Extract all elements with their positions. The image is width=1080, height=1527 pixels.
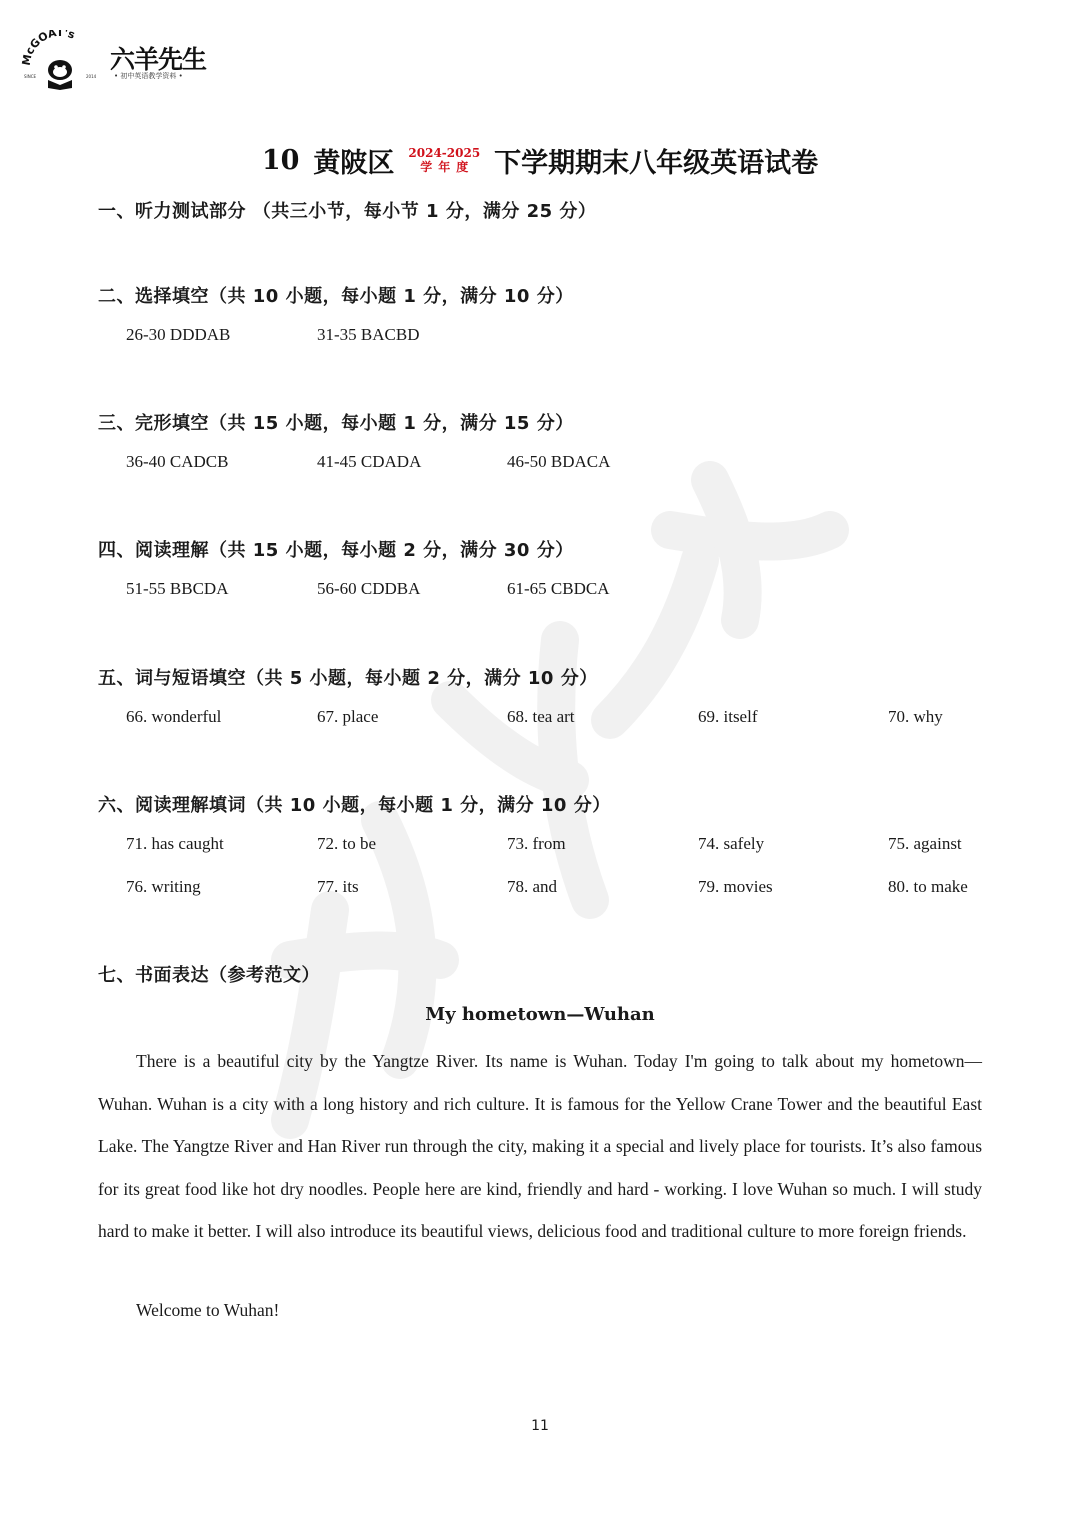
logo-year: 2014 <box>86 74 97 79</box>
title-district: 黄陂区 <box>313 147 395 179</box>
section-heading-word-fill: 五、词与短语填空（共 5 小题，每小题 2 分，满分 10 分） <box>98 668 598 689</box>
essay-paragraph: There is a beautiful city by the Yangtze River. Its name is Wuhan. Today I'm going to talk about my hometown—Wuhan. Wuhan is a city with a long history and rich culture. It is famous for the Yellow Crane Tower and the beautiful East Lake. The Yangtze River and Han River run through the city, making it a special and lively place for tourists. It’s also famous for its great food like hot dry noodles. People here are kind, friendly and hard - working. I love Wuhan so much. I will study hard to make it better. I will also introduce its beautiful views, delicious food and traditional culture to more foreign friends. <box>98 1051 982 1242</box>
logo-arc-text: McGOAT's <box>20 30 77 67</box>
answer-group: 26-30 DDDAB <box>126 325 231 344</box>
answer-group: 61-65 CBDCA <box>507 579 610 598</box>
title-year-block <box>408 146 480 174</box>
section-heading-cloze: 三、完形填空（共 15 小题，每小题 1 分，满分 15 分） <box>98 413 574 434</box>
answer-group: 56-60 CDDBA <box>317 579 421 598</box>
title-rest: 下学期期末八年级英语试卷 <box>494 147 819 179</box>
brand-name: 六羊先生 <box>110 45 207 74</box>
title-year-range: 2024-2025 <box>408 146 481 160</box>
answer-item: 75. against <box>888 834 962 853</box>
answer-item: 73. from <box>507 834 566 853</box>
answer-item: 71. has caught <box>126 834 224 853</box>
brand-logo <box>20 30 220 90</box>
answer-item: 78. and <box>507 877 558 896</box>
essay-body <box>98 1040 982 1253</box>
answer-item: 70. why <box>888 707 943 726</box>
answer-item: 76. writing <box>126 877 201 896</box>
essay-title: My hometown—Wuhan <box>425 1004 655 1025</box>
exam-title <box>0 140 1080 180</box>
essay-closing: Welcome to Wuhan! <box>136 1300 280 1320</box>
goat-mascot-icon <box>20 30 100 90</box>
page-number: 11 <box>531 1418 549 1434</box>
logo-since: SINCE <box>24 74 37 79</box>
answer-item: 77. its <box>317 877 359 896</box>
answer-item: 79. movies <box>698 877 773 896</box>
section-heading-listening: 一、听力测试部分 （共三小节，每小节 1 分，满分 25 分） <box>98 201 597 222</box>
answer-item: 67. place <box>317 707 379 726</box>
answer-item: 74. safely <box>698 834 765 853</box>
section-heading-reading-fill: 六、阅读理解填词（共 10 小题，每小题 1 分，满分 10 分） <box>98 795 611 816</box>
answer-item: 69. itself <box>698 707 758 726</box>
title-number: 10 <box>261 144 300 176</box>
answer-item: 66. wonderful <box>126 707 222 726</box>
section-heading-writing: 七、书面表达（参考范文） <box>98 965 320 986</box>
section-heading-multiple-choice: 二、选择填空（共 10 小题，每小题 1 分，满分 10 分） <box>98 286 574 307</box>
svg-text:McGOAT's <box>20 30 77 66</box>
answer-item: 72. to be <box>317 834 377 853</box>
answer-group: 51-55 BBCDA <box>126 579 229 598</box>
answer-group: 46-50 BDACA <box>507 452 611 471</box>
answer-group: 41-45 CDADA <box>317 452 422 471</box>
answer-item: 68. tea art <box>507 707 575 726</box>
title-year-label: 学年度 <box>420 160 475 174</box>
answer-item: 80. to make <box>888 877 968 896</box>
answer-group: 36-40 CADCB <box>126 452 229 471</box>
answer-group: 31-35 BACBD <box>317 325 420 344</box>
section-heading-reading: 四、阅读理解（共 15 小题，每小题 2 分，满分 30 分） <box>98 540 574 561</box>
brand-tagline: • 初中英语教学资料 • <box>114 72 183 80</box>
